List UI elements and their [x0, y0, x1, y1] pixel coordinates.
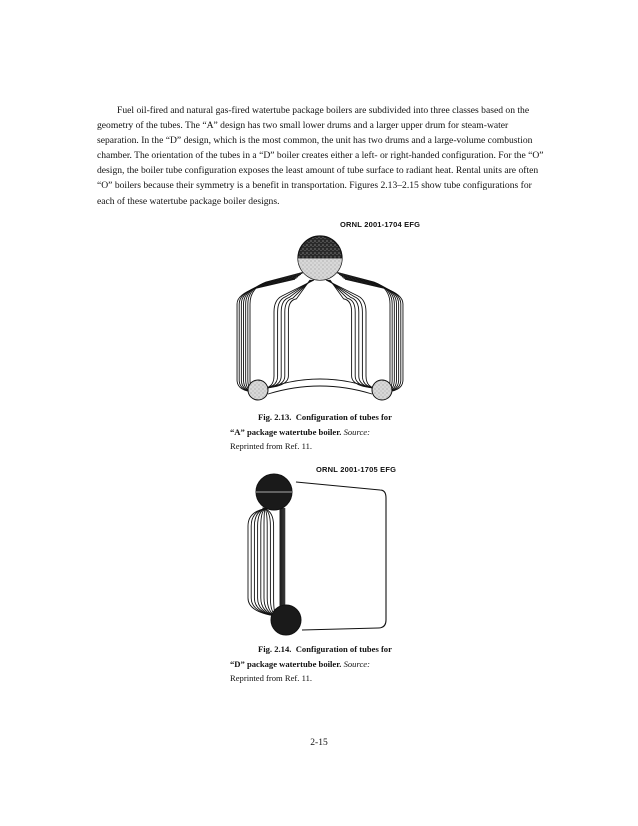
page-number: 2-15 — [310, 738, 328, 748]
tube-inner-left — [266, 280, 313, 388]
figure-2-14-tubes — [248, 508, 285, 616]
tube-inner-left — [266, 280, 310, 388]
tube-bottom-cross — [268, 386, 372, 394]
figure-2-13-label: ORNL 2001-1704 EFG — [340, 220, 421, 229]
outer-wall — [296, 482, 386, 630]
figure-2-14-label: ORNL 2001-1705 EFG — [316, 465, 397, 474]
tube-inner-right — [327, 280, 374, 388]
lower-drum-left — [248, 380, 268, 400]
upper-drum — [256, 474, 292, 510]
figure-2-13-a-boiler-diagram — [230, 220, 410, 410]
lower-drum-right — [372, 380, 392, 400]
tube-inner-right — [326, 280, 374, 388]
tube-loop — [263, 508, 276, 616]
caption-reference: Reprinted from Ref. 11. — [230, 441, 313, 451]
caption-reference: Reprinted from Ref. 11. — [230, 673, 313, 683]
figure-2-14-caption — [230, 642, 430, 686]
caption-number: Fig. 2.13. — [258, 412, 292, 422]
upper-drum — [298, 236, 342, 280]
lower-drum — [271, 605, 301, 635]
caption-title-2: “D” package watertube boiler. — [230, 658, 342, 669]
tube-inner-left — [266, 280, 314, 388]
tube-inner-left — [266, 280, 312, 388]
caption-source: Source: — [343, 426, 370, 437]
figure-2-14-d-boiler-diagram — [240, 470, 390, 645]
caption-title-1: Configuration of tubes for — [295, 412, 392, 422]
caption-source: Source: — [343, 658, 370, 669]
body-paragraph: Fuel oil-fired and natural gas-fired watertube package boilers are subdivided into three classes based on the geometry of the tubes. The “A” design has two small lower drums and a larger upper drum for steam-water separation. In the “D” design, which is the most common, the unit has two drums and a large-volume combustion chamber. The orientation of the tubes in a “D” boiler creates either a left- or right-handed configuration. For the “O” design, the boiler tube configuration exposes the least amount of tube surface to radiant heat. Rental units are often “O” boilers because their symmetry is a benefit in transportation. Figures 2.13–2.15 show tube configurations for each of these watertube package boiler designs. — [97, 105, 544, 207]
caption-title-1: Configuration of tubes for — [295, 644, 392, 654]
figure-2-13-caption — [230, 410, 430, 454]
figure-2-13-tubes — [237, 272, 403, 394]
tube-inner-right — [328, 280, 374, 388]
caption-number: Fig. 2.14. — [258, 644, 292, 654]
tube-inner-right — [330, 280, 374, 388]
caption-title-2: “A” package watertube boiler. — [230, 426, 342, 437]
tube-loop — [248, 508, 276, 616]
